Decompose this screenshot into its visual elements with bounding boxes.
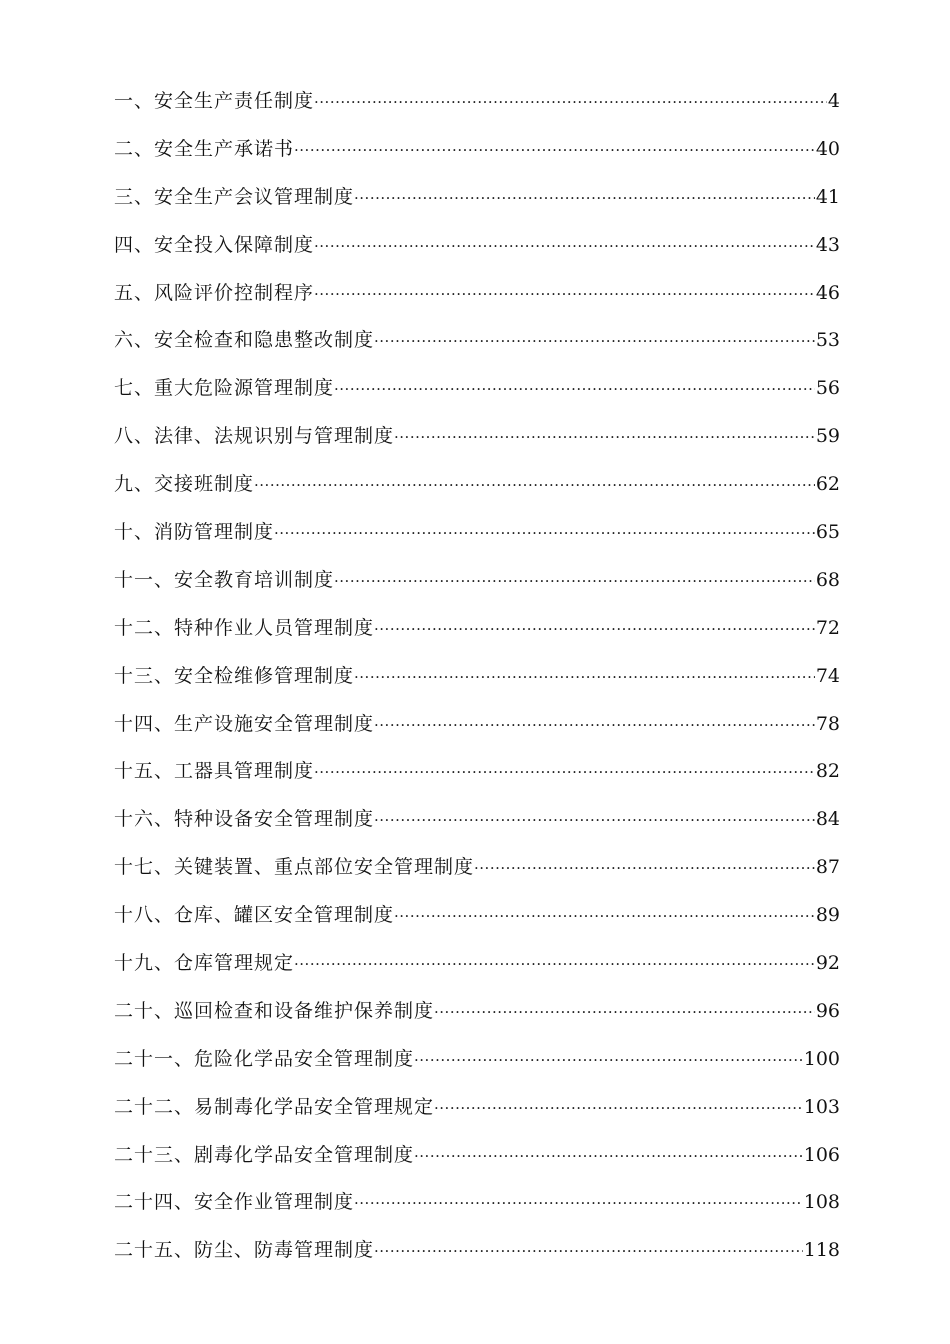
- toc-page-number: 84: [815, 808, 840, 831]
- toc-entry-title: 十八、仓库、罐区安全管理制度: [114, 904, 395, 927]
- toc-dot-leader: [414, 1133, 803, 1180]
- toc-entry[interactable]: [114, 78, 840, 126]
- toc-entry[interactable]: [114, 222, 840, 270]
- toc-entry[interactable]: [114, 509, 840, 557]
- toc-entry[interactable]: [114, 557, 840, 605]
- toc-page-number: 68: [815, 568, 840, 591]
- toc-page-number: 40: [815, 137, 840, 160]
- toc-dot-leader: [374, 702, 815, 749]
- toc-entry[interactable]: [114, 844, 840, 892]
- toc-page-number: 92: [815, 952, 840, 975]
- toc-page-number: 41: [815, 185, 840, 208]
- toc-entry-title: 十一、安全教育培训制度: [114, 568, 335, 591]
- toc-page-number: 118: [803, 1239, 840, 1262]
- toc-entry-title: 二十一、危险化学品安全管理制度: [114, 1047, 415, 1070]
- toc-page-number: 74: [815, 664, 840, 687]
- toc-dot-leader: [374, 318, 815, 365]
- toc-entry-title: 十五、工器具管理制度: [114, 760, 315, 783]
- toc-entry[interactable]: [114, 796, 840, 844]
- toc-page-number: 103: [803, 1095, 840, 1118]
- toc-entry-title: 十四、生产设施安全管理制度: [114, 712, 375, 735]
- toc-entry-title: 一、安全生产责任制度: [114, 90, 315, 112]
- toc-entry[interactable]: [114, 1036, 840, 1084]
- toc-dot-leader: [374, 606, 815, 653]
- toc-dot-leader: [334, 366, 815, 413]
- toc-entry-title: 五、风险评价控制程序: [114, 281, 315, 304]
- toc-page-number: 96: [815, 999, 840, 1022]
- toc-dot-leader: [254, 462, 815, 509]
- toc-page-number: 89: [815, 904, 840, 927]
- toc-entry[interactable]: [114, 317, 840, 365]
- toc-dot-leader: [414, 1037, 803, 1084]
- toc-entry-title: 十二、特种作业人员管理制度: [114, 616, 375, 639]
- toc-entry[interactable]: [114, 748, 840, 796]
- toc-entry-title: 二十二、易制毒化学品安全管理规定: [114, 1095, 435, 1118]
- toc-dot-leader: [314, 223, 815, 270]
- toc-entry[interactable]: [114, 461, 840, 509]
- toc-page-number: 59: [815, 425, 840, 448]
- toc-dot-leader: [294, 941, 815, 988]
- toc-entry[interactable]: [114, 653, 840, 701]
- toc-dot-leader: [274, 510, 815, 557]
- toc-entry-title: 二十五、防尘、防毒管理制度: [114, 1239, 375, 1262]
- toc-entry[interactable]: [114, 701, 840, 749]
- toc-page-number: 106: [803, 1143, 840, 1166]
- toc-entry[interactable]: [114, 1179, 840, 1227]
- toc-entry[interactable]: [114, 270, 840, 318]
- toc-entry-title: 九、交接班制度: [114, 473, 255, 496]
- toc-page-number: 56: [815, 377, 840, 400]
- toc-dot-leader: [354, 654, 815, 701]
- toc-entry[interactable]: [114, 365, 840, 413]
- toc-entry-title: 八、法律、法规识别与管理制度: [114, 425, 395, 448]
- toc-entry[interactable]: [114, 940, 840, 988]
- toc-entry-title: 二十四、安全作业管理制度: [114, 1191, 355, 1214]
- toc-entry[interactable]: [114, 605, 840, 653]
- toc-entry-title: 四、安全投入保障制度: [114, 233, 315, 256]
- toc-dot-leader: [474, 845, 815, 892]
- toc-entry-title: 七、重大危险源管理制度: [114, 377, 335, 400]
- toc-dot-leader: [294, 127, 815, 174]
- toc-dot-leader: [394, 414, 815, 461]
- toc-page-number: 62: [815, 473, 840, 496]
- toc-entry-title: 六、安全检查和隐患整改制度: [114, 329, 375, 352]
- toc-entry-title: 十六、特种设备安全管理制度: [114, 808, 375, 831]
- toc-dot-leader: [374, 1228, 803, 1275]
- toc-page-number: 46: [815, 281, 840, 304]
- toc-page-number: 4: [827, 90, 840, 112]
- toc-dot-leader: [354, 1180, 803, 1227]
- toc-entry[interactable]: [114, 892, 840, 940]
- toc-entry-title: 十九、仓库管理规定: [114, 952, 295, 975]
- toc-page-number: 100: [803, 1047, 840, 1070]
- toc-entry[interactable]: [114, 1132, 840, 1180]
- toc-page-number: 43: [815, 233, 840, 256]
- toc-entry[interactable]: [114, 1227, 840, 1275]
- toc-dot-leader: [374, 797, 815, 844]
- toc-entry-title: 二、安全生产承诺书: [114, 137, 295, 160]
- toc-dot-leader: [334, 558, 815, 605]
- toc-dot-leader: [434, 989, 815, 1036]
- toc-page-number: 72: [815, 616, 840, 639]
- toc-entry-title: 十七、关键装置、重点部位安全管理制度: [114, 856, 475, 879]
- toc-page-number: 87: [815, 856, 840, 879]
- toc-entry-title: 二十三、剧毒化学品安全管理制度: [114, 1143, 415, 1166]
- toc-entry-title: 二十、巡回检查和设备维护保养制度: [114, 999, 435, 1022]
- toc-entry[interactable]: [114, 413, 840, 461]
- toc-page-number: 108: [803, 1191, 840, 1214]
- toc-entry[interactable]: [114, 988, 840, 1036]
- toc-entry[interactable]: [114, 126, 840, 174]
- toc-page-number: 53: [815, 329, 840, 352]
- toc-page-number: 65: [815, 521, 840, 544]
- toc-entry[interactable]: [114, 174, 840, 222]
- table-of-contents: [114, 78, 840, 1275]
- toc-dot-leader: [314, 749, 815, 796]
- toc-entry-title: 十三、安全检维修管理制度: [114, 664, 355, 687]
- toc-dot-leader: [354, 175, 815, 222]
- toc-dot-leader: [314, 271, 815, 318]
- toc-page-number: 82: [815, 760, 840, 783]
- toc-entry-title: 十、消防管理制度: [114, 521, 275, 544]
- toc-dot-leader: [434, 1085, 803, 1132]
- toc-entry-title: 三、安全生产会议管理制度: [114, 185, 355, 208]
- toc-dot-leader: [314, 79, 827, 126]
- toc-entry[interactable]: [114, 1084, 840, 1132]
- toc-dot-leader: [394, 893, 815, 940]
- toc-page-number: 78: [815, 712, 840, 735]
